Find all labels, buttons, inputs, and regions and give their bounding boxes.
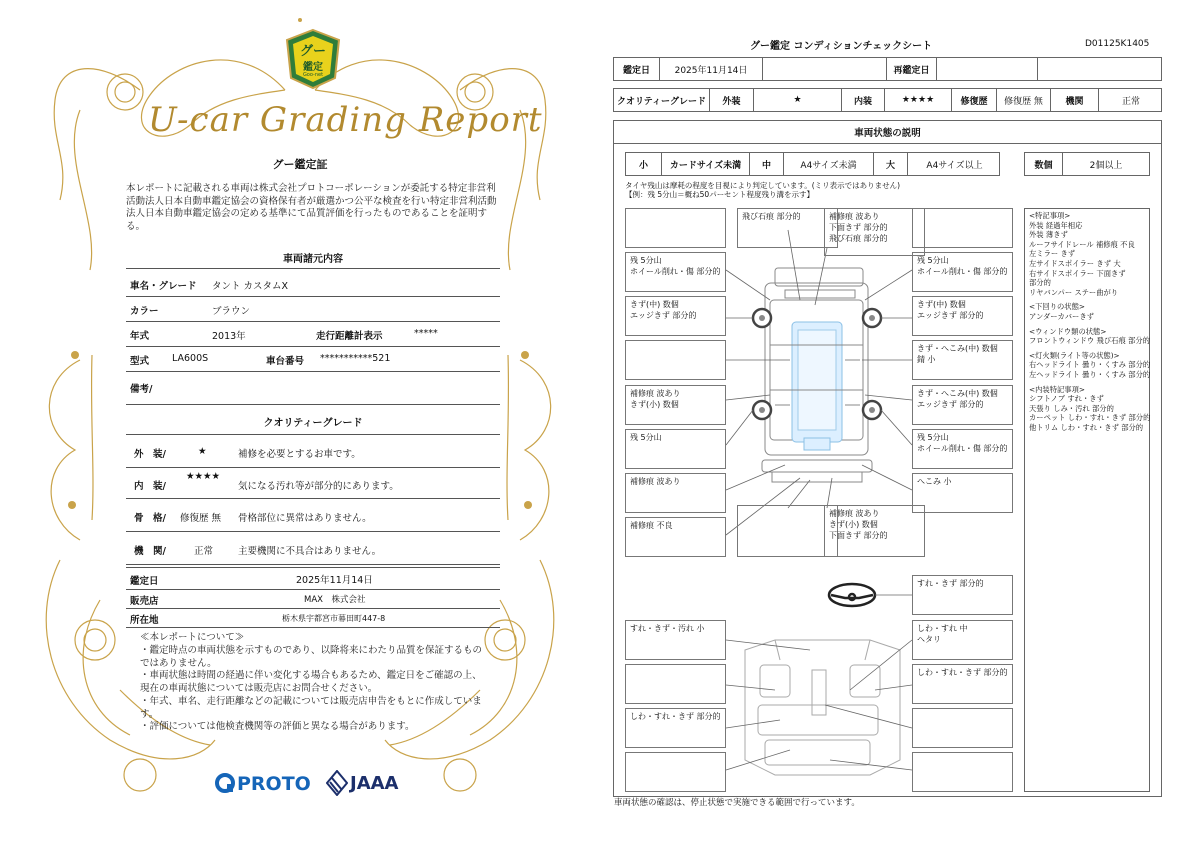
condition-check-sheet [600,0,1200,848]
size-small-desc: カードサイズ未満 [662,153,750,175]
jaaa-logo-text: JAAA [350,773,399,794]
engine-value: 正常 [1121,96,1140,107]
interior-box-steering: すれ・きず 部分的 [912,575,1013,615]
special-note-line: リヤバンパー ステー曲がり [1029,287,1119,297]
note-item: ・年式、車名、走行距離などの記載については販売店申告をもとに作成しています。 [140,696,482,720]
count-label: 数個 [1025,153,1063,175]
spec-color-value: ブラウン [212,306,251,317]
special-note-line: 左ヘッドライト 曇り・くすみ 部分的 [1029,369,1151,379]
condition-box-top-1 [625,208,726,248]
condition-box-left-2: きず(中) 数個 エッジきず 部分的 [625,296,726,336]
special-notes-list [1029,211,1151,432]
condition-section-title: 車両状態の説明 [613,120,1162,144]
interior-box-right-2: しわ・すれ・きず 部分的 [912,664,1013,704]
badge-text-top: グー [299,44,326,59]
info-row-date [126,569,500,590]
spec-model-value: LA600S [172,353,209,364]
size-large-label: 大 [874,153,908,175]
interior-box-left-4 [625,752,726,792]
special-note-line: 外装 経過年相応 [1029,220,1083,230]
sheet-title: グー鑑定 コンディションチェックシート [750,41,933,52]
condition-box-top-4 [912,208,1013,248]
condition-box-left-1: 残 5分山 ホイール削れ・傷 部分的 [625,252,726,292]
document-id: D01125K1405 [1085,39,1150,49]
condition-box-right-5: 残 5分山 ホイール削れ・傷 部分的 [912,429,1013,469]
info-dealer-value: MAX 株式会社 [304,595,366,605]
condition-box-right-2: きず(中) 数個 エッジきず 部分的 [912,296,1013,336]
quality-ext-text: 補修を必要とするお車です。 [238,449,361,460]
interior-box-left-2 [625,664,726,704]
info-date-value: 2025年11月14日 [296,575,373,586]
redate-label: 再鑑定日 [887,58,937,80]
grade-ext-label: 外装 [710,89,754,111]
quality-ext-label: 外 装/ [134,449,166,460]
special-note-line: 外装 薄きず [1029,230,1068,240]
spec-row-model [126,346,500,372]
condition-box-right-1: 残 5分山 ホイール削れ・傷 部分的 [912,252,1013,292]
spec-year-label: 年式 [130,331,150,342]
special-note-line: 部分的 [1029,278,1051,288]
condition-box-right-4: きず・へこみ(中) 数個 エッジきず 部分的 [912,385,1013,425]
note-item: ・評価については他検査機関等の評価と異なる場合があります。 [140,721,415,732]
spec-row-color [126,296,500,322]
condition-box-bottom-1 [737,505,838,557]
spec-chassis-value: ***********521 [320,353,391,364]
spec-mileage-label: 走行距離計表示 [316,331,383,342]
engine-label: 機関 [1051,89,1099,111]
special-note-line: ルーフサイドレール 補修痕 不良 [1029,239,1135,249]
condition-box-right-6: へこみ 小 [912,473,1013,513]
condition-box-left-5: 残 5分山 [625,429,726,469]
interior-box-right-3 [912,708,1013,748]
grade-ext-value: ★ [754,89,842,111]
spec-row-year [126,321,500,347]
quality-int-text: 気になる汚れ等が部分的にあります。 [238,481,399,492]
condition-box-left-4: 補修痕 波あり きず(小) 数個 [625,385,726,425]
certificate-title: グー鑑定証 [272,158,328,171]
interior-box-left-3: しわ・すれ・きず 部分的 [625,708,726,748]
info-address-label: 所在地 [130,615,159,626]
size-large-desc: A4サイズ以上 [926,160,983,171]
spec-name-value: タント カスタムX [212,281,289,292]
steering-wheel-icon [829,584,875,606]
quality-engine-value: 正常 [194,546,214,557]
info-dealer-label: 販売店 [130,596,159,607]
quality-frame-value: 修復歴 無 [180,513,222,524]
quality-engine-label: 機 関/ [134,546,166,557]
info-row-address [126,609,500,628]
report-script-title: U-car Grading Report [148,100,543,140]
special-note-line: カーペット しわ・すれ・きず 部分的 [1029,413,1151,423]
special-note-line: <ウィンドウ類の状態> [1029,326,1107,336]
count-desc: 2個以上 [1089,160,1123,171]
condition-box-left-7: 補修痕 不良 [625,517,726,557]
grade-int-value: ★★★★ [885,89,952,111]
interior-box-left-1: すれ・きず・汚れ 小 [625,620,726,660]
grade-int-label: 内装 [842,89,885,111]
jaaa-logo-mark [326,770,348,796]
info-date-label: 鑑定日 [130,576,159,587]
spec-name-label: 車名・グレード [130,281,197,292]
footer-note: 車両状態の確認は、停止状態で実施できる範囲で行っています。 [614,798,860,808]
special-note-line: アンダーカバーきず [1029,311,1094,321]
spec-divider [126,268,500,269]
quality-int-label: 内 装/ [134,481,166,492]
condition-box-top-3: 補修痕 波あり 下面きず 部分的 飛び石痕 部分的 [824,208,925,256]
size-small-label: 小 [626,153,662,175]
badge-text-bottom: 鑑定 [303,62,323,73]
special-note-line: <下回りの状態> [1029,302,1086,312]
spec-row-remarks [126,371,500,405]
special-note-line: <灯火類(ライト等の状態)> [1029,350,1120,360]
spec-model-label: 型式 [130,356,150,367]
certificate-intro: 本レポートに記載される車両は株式会社プロトコーポレーションが委託する特定非営利活動法人日本自動車鑑定協会の資格保有者が厳選かつ公平な検査を行い特定非営利活動法人日本自動車鑑定協会の定める基準にて品質評価を行ったものであることを証明する。 [126,183,497,232]
tire-note: タイヤ残山は摩耗の程度を目視により判定しています。(ミリ表示ではありません) [625,181,901,190]
special-notes-box [1024,208,1150,792]
quality-section-title: クオリティーグレード [263,418,363,429]
info-row-dealer [126,590,500,609]
special-note-line: シフトノブ すれ・きず [1029,394,1104,404]
special-note-line: フロントウィンドウ 飛び石痕 部分的 [1029,336,1150,346]
quality-row-engine [126,532,500,565]
date-value: 2025年11月14日 [660,58,763,80]
condition-box-bottom-2: 補修痕 波あり きず(小) 数個 下面きず 部分的 [824,505,925,557]
spec-remarks-label: 備考/ [130,384,153,395]
special-note-line: 右サイドスポイラー 下面きず [1029,268,1126,278]
quality-row-interior [126,468,500,499]
note-item: ・車両状態は時間の経過に伴い変化する場合もあるため、鑑定日をご確認の上、現在の車両状態については販売店にお問合せください。 [140,670,482,694]
interior-box-right-1: しわ・すれ 中 ヘタリ [912,620,1013,660]
quality-engine-text: 主要機関に不具合はありません。 [238,546,382,557]
quality-row-exterior [126,437,500,468]
condition-box-right-3: きず・へこみ(中) 数個 錆 小 [912,340,1013,380]
condition-box-left-3 [625,340,726,380]
badge-small-text: Goo-net [302,72,324,78]
repair-label: 修復歴 [952,89,997,111]
spec-year-value: 2013年 [212,331,246,342]
proto-logo-text: PROTO [237,773,311,795]
interior-box-right-4 [912,752,1013,792]
quality-divider [126,434,500,435]
notes-title: ≪本レポートについて≫ [140,632,245,643]
special-note-line: <特記事項> [1029,211,1071,220]
date-label: 鑑定日 [614,58,660,80]
spec-row-name [126,271,500,297]
quality-ext-stars: ★ [198,446,207,457]
quality-frame-text: 骨格部位に異常はありません。 [238,513,372,524]
special-note-line: 左ミラー きず [1029,249,1076,259]
proto-logo-mark [215,772,237,794]
grade-label: クオリティーグレード [614,89,710,111]
quality-int-stars: ★★★★ [186,471,221,482]
quality-row-frame [126,499,500,532]
size-mid-label: 中 [750,153,784,175]
condition-box-left-6: 補修痕 波あり [625,473,726,513]
quality-frame-label: 骨 格/ [134,513,166,524]
info-divider [126,567,500,568]
goo-kantei-badge [283,28,343,90]
condition-box-top-2: 飛び石痕 部分的 [737,208,838,248]
spec-chassis-label: 車台番号 [266,356,305,367]
info-address-value: 栃木県宇都宮市幕田町447-8 [282,614,386,623]
size-mid-desc: A4サイズ未満 [784,153,874,175]
spec-mileage-value: ***** [414,328,438,339]
note-item: ・鑑定時点の車両状態を示すものであり、以降将来にわたり品質を保証するものではありません。 [140,645,483,669]
tire-note-example: 【例：残 5分山＝概ね50パーセント程度残り溝を示す】 [625,190,815,199]
repair-value: 修復歴 無 [997,89,1051,111]
spec-section-title: 車両諸元内容 [283,254,343,265]
special-note-line: 左サイドスポイラー きず 大 [1029,258,1121,268]
spec-color-label: カラー [130,306,159,317]
special-note-line: 天張り しみ・汚れ 部分的 [1029,403,1114,413]
special-note-line: 他トリム しわ・すれ・きず 部分的 [1029,422,1144,432]
special-note-line: 右ヘッドライト 曇り・くすみ 部分的 [1029,360,1151,370]
special-note-line: <内装特記事項> [1029,384,1086,394]
